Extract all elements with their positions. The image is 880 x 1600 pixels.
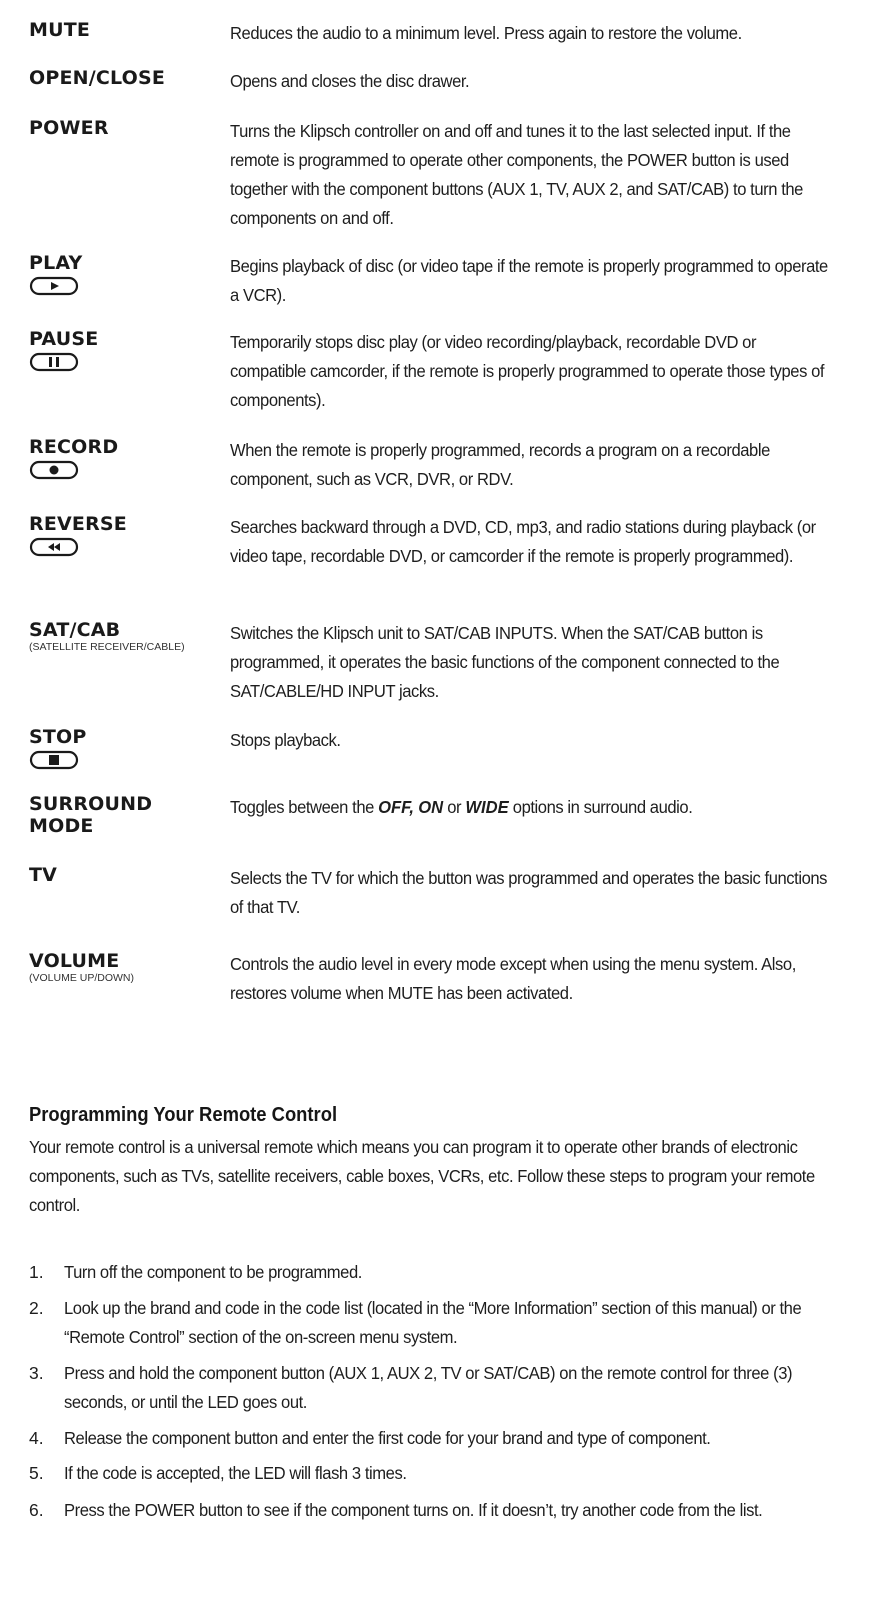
play-icon xyxy=(29,276,79,296)
record-icon xyxy=(29,460,79,480)
pause-icon xyxy=(29,352,79,372)
term-label: REVERSE xyxy=(29,513,127,535)
term-description: Controls the audio level in every mode except when using the menu system. Also, restores volume when MUTE has been activated. xyxy=(230,954,796,1003)
term-label: SAT/CAB xyxy=(29,619,121,641)
step-text: Look up the brand and code in the code list (located in the “More Information” section of this manual) or the “Remote Control” section of the on-screen menu system. xyxy=(64,1298,802,1347)
option-off: OFF, xyxy=(378,797,415,817)
term-sublabel: (SATELLITE RECEIVER/CABLE) xyxy=(29,641,185,653)
term-label: PLAY xyxy=(29,252,83,274)
term-description: Switches the Klipsch unit to SAT/CAB INPUTS. When the SAT/CAB button is programmed, it operates the basic functions of the component connected to the SAT/CABLE/HD INPUT jacks. xyxy=(230,623,780,701)
step-text: Press the POWER button to see if the component turns on. If it doesn’t, try another code from the list. xyxy=(64,1500,763,1520)
term-label: OPEN/CLOSE xyxy=(29,67,166,89)
term-description: Reduces the audio to a minimum level. Press again to restore the volume. xyxy=(230,23,742,43)
term-description: Searches backward through a DVD, CD, mp3, and radio stations during playback (or video tape, recordable DVD, or camcorder if the remote is properly programmed). xyxy=(230,517,816,566)
step-number: 4. xyxy=(29,1428,44,1448)
option-wide: WIDE xyxy=(465,797,509,817)
term-label: VOLUME xyxy=(29,950,120,972)
term-sublabel: (VOLUME UP/DOWN) xyxy=(29,972,134,984)
step-number: 3. xyxy=(29,1363,44,1383)
term-label: TV xyxy=(29,864,58,886)
term-description: Toggles between the OFF, ON or WIDE options in surround audio. xyxy=(230,797,693,817)
step-text: If the code is accepted, the LED will flash 3 times. xyxy=(64,1463,407,1483)
term-description: Stops playback. xyxy=(230,730,341,750)
term-label: PAUSE xyxy=(29,328,99,350)
step-text: Release the component button and enter the first code for your brand and type of component. xyxy=(64,1428,711,1448)
term-description: Selects the TV for which the button was programmed and operates the basic functions of that TV. xyxy=(230,868,828,917)
term-label: STOP xyxy=(29,726,87,748)
term-description: Begins playback of disc (or video tape if the remote is properly programmed to operate a VCR). xyxy=(230,256,828,305)
term-description: When the remote is properly programmed, records a program on a recordable component, such as VCR, DVR, or RDV. xyxy=(230,440,770,489)
step-number: 2. xyxy=(29,1298,44,1318)
term-label: SURROUND MODE xyxy=(29,793,153,837)
section-intro: Your remote control is a universal remote which means you can program it to operate other brands of electronic components, such as TVs, satellite receivers, cable boxes, VCRs, etc. Follow these steps to program your remote control. xyxy=(29,1137,815,1215)
option-on: ON xyxy=(418,797,444,817)
step-number: 1. xyxy=(29,1262,44,1282)
reverse-icon xyxy=(29,537,79,557)
step-text: Turn off the component to be programmed. xyxy=(64,1262,362,1282)
step-number: 6. xyxy=(29,1500,44,1520)
term-description: Opens and closes the disc drawer. xyxy=(230,71,470,91)
section-title: Programming Your Remote Control xyxy=(29,1104,338,1126)
term-label: POWER xyxy=(29,117,109,139)
term-description: Turns the Klipsch controller on and off and tunes it to the last selected input. If the remote is programmed to operate other components, the POWER button is used together with the component buttons (AUX 1, TV, AUX 2, and SAT/CAB) to turn the components on and off. xyxy=(230,121,803,228)
term-label: RECORD xyxy=(29,436,119,458)
stop-icon xyxy=(29,750,79,770)
step-number: 5. xyxy=(29,1463,44,1483)
term-label: MUTE xyxy=(29,19,91,41)
step-text: Press and hold the component button (AUX 1, AUX 2, TV or SAT/CAB) on the remote control for three (3) seconds, or until the LED goes out. xyxy=(64,1363,793,1412)
term-description: Temporarily stops disc play (or video recording/playback, recordable DVD or compatible camcorder, if the remote is properly programmed to operate those types of components). xyxy=(230,332,825,410)
